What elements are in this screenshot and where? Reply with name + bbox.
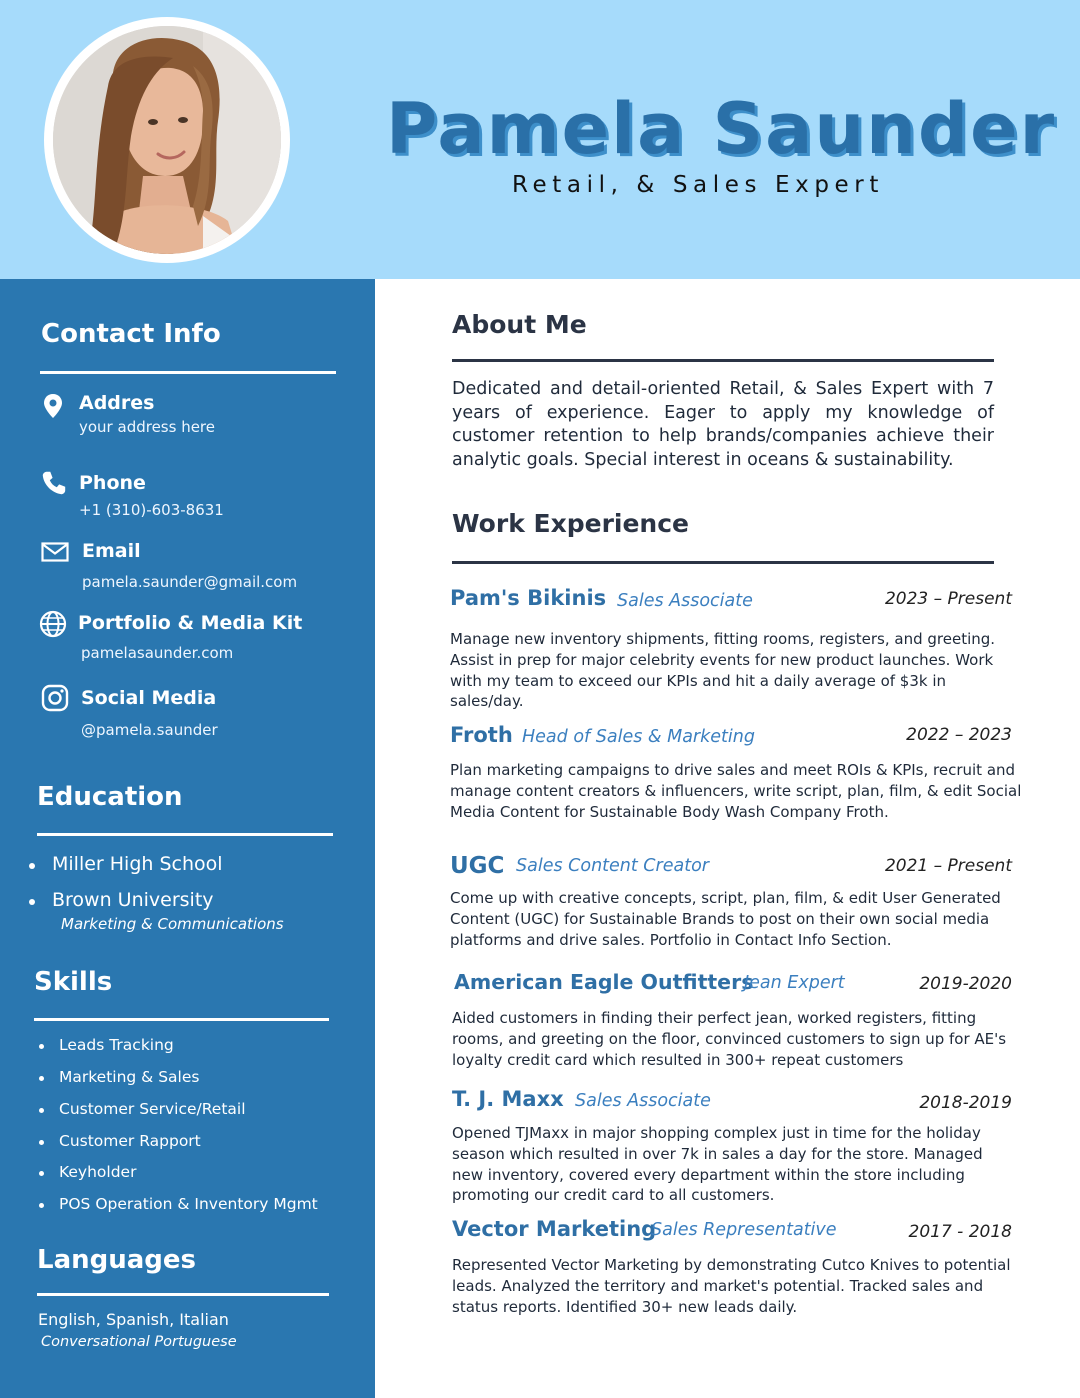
job-description: Aided customers in finding their perfect jean, worked registers, fitting rooms, and greeting on the floor, convinced customers to sign up for AE's loyalty credit card which resulted in 300+ repeat customers xyxy=(452,1009,1007,1069)
profile-photo-frame xyxy=(44,17,290,263)
about-text: Dedicated and detail-oriented Retail, & Sales Expert with 7 years of experience. Eager to apply my knowledge of customer retention to help brands/companies achieve their analytic goals. Special interest in oceans & sustainability. xyxy=(452,379,994,470)
about-heading: About Me xyxy=(452,310,587,339)
instagram-icon xyxy=(40,683,70,713)
location-pin-icon xyxy=(38,391,68,421)
skill-item: Customer Service/Retail xyxy=(59,1100,246,1118)
candidate-tagline: Retail, & Sales Expert xyxy=(512,172,884,198)
job-role: Sales Representative xyxy=(651,1220,837,1240)
contact-phone-value[interactable]: +1 (310)-603-8631 xyxy=(79,501,224,519)
contact-email-label: Email xyxy=(82,540,141,562)
education-item-school: Miller High School xyxy=(52,853,223,875)
skill-item: Marketing & Sales xyxy=(59,1068,200,1086)
contact-email-value[interactable]: pamela.saunder@gmail.com xyxy=(82,573,298,591)
bullet xyxy=(29,899,35,905)
languages-primary: English, Spanish, Italian xyxy=(38,1310,229,1329)
job-role: Head of Sales & Marketing xyxy=(522,727,755,747)
job-company: T. J. Maxx xyxy=(452,1087,564,1111)
job-dates: 2023 – Present xyxy=(884,589,1012,609)
job-company: Pam's Bikinis xyxy=(450,586,607,610)
job-dates: 2021 – Present xyxy=(884,856,1012,876)
job-description: Manage new inventory shipments, fitting rooms, registers, and greeting. Assist in prep for major celebrity events for new product launches. Work with my team to exceed our KPIs and hit a daily average of $3k in sales/day. xyxy=(450,630,996,711)
job-company: Vector Marketing xyxy=(452,1217,657,1241)
languages-secondary: Conversational Portuguese xyxy=(41,1334,237,1350)
envelope-icon xyxy=(40,537,70,567)
bullet xyxy=(39,1203,44,1208)
job-description: Opened TJMaxx in major shopping complex just in time for the holiday season which resulted in over 7k in sales a day for the store. Managed new inventory, covered every department within the store including promoting our credit card to all customers. xyxy=(452,1124,983,1205)
skill-item: Leads Tracking xyxy=(59,1036,174,1054)
contact-phone-label: Phone xyxy=(79,472,146,494)
skills-divider xyxy=(34,1018,329,1021)
education-item-detail: Marketing & Communications xyxy=(61,915,284,933)
contact-social-value[interactable]: @pamela.saunder xyxy=(81,721,218,739)
skill-item: Customer Rapport xyxy=(59,1132,201,1150)
bullet xyxy=(39,1076,44,1081)
bullet xyxy=(39,1140,44,1145)
sidebar xyxy=(0,279,375,1398)
portrait-illustration xyxy=(53,26,281,254)
contact-info-heading: Contact Info xyxy=(41,319,221,349)
job-role: Sales Associate xyxy=(575,1091,711,1111)
education-heading: Education xyxy=(37,782,183,812)
languages-divider xyxy=(37,1293,329,1296)
work-heading: Work Experience xyxy=(452,509,689,538)
job-role: Jean Expert xyxy=(744,973,845,993)
job-dates: 2017 - 2018 xyxy=(908,1222,1012,1242)
contact-info-divider xyxy=(40,371,336,374)
job-dates: 2019-2020 xyxy=(919,974,1012,994)
job-role: Sales Content Creator xyxy=(516,856,709,876)
header-banner xyxy=(0,0,1080,279)
bullet xyxy=(39,1171,44,1176)
job-description: Come up with creative concepts, script, plan, film, & edit User Generated Content (UGC) for Sustainable Brands to post on their own social media platforms and drive sales. Portfolio in Contact Info Section. xyxy=(450,889,1001,949)
work-divider xyxy=(452,561,994,564)
contact-address-value: your address here xyxy=(79,418,215,436)
skills-heading: Skills xyxy=(34,967,113,997)
contact-address-label: Addres xyxy=(79,392,155,414)
job-company: American Eagle Outfitters xyxy=(454,970,754,994)
about-divider xyxy=(452,359,994,362)
bullet xyxy=(29,863,35,869)
education-item-school: Brown University xyxy=(52,889,214,911)
contact-portfolio-label: Portfolio & Media Kit xyxy=(78,612,303,634)
bullet xyxy=(39,1108,44,1113)
job-dates: 2018-2019 xyxy=(919,1093,1012,1113)
job-company: UGC xyxy=(450,853,505,879)
globe-icon xyxy=(38,609,68,639)
job-role: Sales Associate xyxy=(617,591,753,611)
bullet xyxy=(39,1044,44,1049)
job-dates: 2022 – 2023 xyxy=(906,725,1012,745)
job-description: Plan marketing campaigns to drive sales and meet ROIs & KPIs, recruit and manage content creators & influencers, write script, plan, film, & edit Social Media Content for Sustainable Body Wash Company Froth. xyxy=(450,761,1022,821)
contact-portfolio-value[interactable]: pamelasaunder.com xyxy=(81,644,234,662)
phone-icon xyxy=(40,469,70,499)
skill-item: POS Operation & Inventory Mgmt xyxy=(59,1195,318,1213)
candidate-name: Pamela Saunder xyxy=(386,88,1057,170)
job-company: Froth xyxy=(450,723,513,747)
job-description: Represented Vector Marketing by demonstrating Cutco Knives to potential leads. Analyzed the territory and market's potential. Tracked sales and status reports. Identified 30+ new leads daily. xyxy=(452,1256,1011,1316)
languages-heading: Languages xyxy=(37,1245,197,1275)
profile-photo xyxy=(53,26,281,254)
education-divider xyxy=(37,833,333,836)
contact-social-label: Social Media xyxy=(81,687,217,709)
skill-item: Keyholder xyxy=(59,1163,137,1181)
